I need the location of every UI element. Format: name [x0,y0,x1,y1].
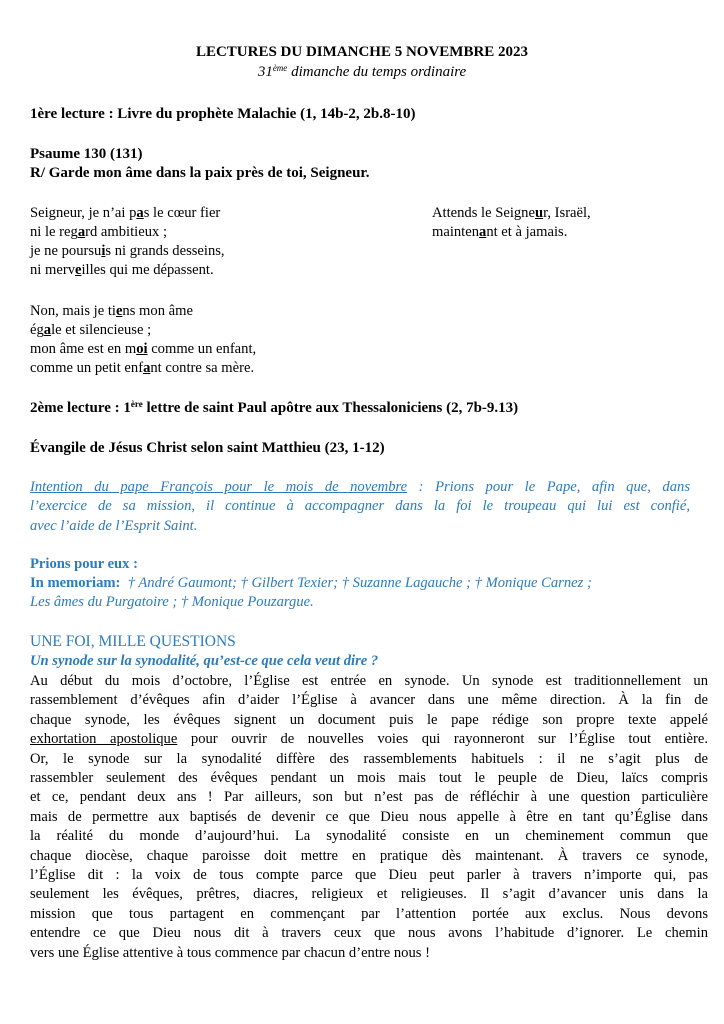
psalm-line: maintenant et à jamais. [432,224,568,240]
psalm-line: comme un petit enfant contre sa mère. [30,360,255,376]
psalm-line: ni le regard ambitieux ; [30,224,167,240]
article-line: mission que tous partagent en commençant par l’attention portée aux exclus. Nous devons [30,905,708,922]
psalm-line: Non, mais je tiens mon âme [30,303,193,319]
prayers-title: Prions pour eux : [30,556,138,572]
page-subtitle [0,64,724,81]
memoriam-names-2: Les âmes du Purgatoire ; † Monique Pouzargue. [30,594,314,610]
psalm-line: je ne poursuis ni grands desseins, [30,243,225,259]
psalm-line: mon âme est en moi comme un enfant, [30,341,257,357]
article-line: la réalité du monde d’aujourd’hui. La synodalité consiste en un cheminement commun que [30,828,708,845]
psalm-line: Attends le Seigneur, Israël, [432,205,591,221]
memoriam-names: † André Gaumont; † Gilbert Texier; † Suzanne Lagauche ; † Monique Carnez ; [120,575,592,591]
article-heading: UNE FOI, MILLE QUESTIONS [30,633,236,650]
in-memoriam [30,575,592,592]
article-line: mais de permettre aux baptisés de devenir ce que Dieu nous appelle à être en tant qu’Église dans [30,808,708,825]
psalm-refrain: R/ Garde mon âme dans la paix près de toi, Seigneur. [30,165,370,181]
first-reading: 1ère lecture : Livre du prophète Malachie (1, 14b-2, 2b.8-10) [30,106,416,122]
exhortation-link[interactable]: exhortation apostolique [30,731,178,748]
article-line: chaque diocèse, chaque paroisse doit mettre en pratique dès maintenant. À travers ce synode, [30,847,708,864]
psalm-stanza-1 [30,204,225,280]
article-line: vers une Église attentive à tous commence par chacun d’entre nous ! [30,944,430,961]
subtitle-text: dimanche du temps ordinaire [287,64,467,80]
intention-line: l’exercice de sa mission, il continue à accompagner dans la foi le troupeau qui lui est confié, [30,498,690,515]
psalm-stanza-3 [432,204,591,242]
subtitle-sup: ème [272,63,288,73]
article-line: rassembler seulement des évêques pendant un mois mais tout le peuple de Dieu, laïcs compris [30,770,708,787]
page-title: LECTURES DU DIMANCHE 5 NOVEMBRE 2023 [195,44,529,60]
article-line: chaque synode, les évêques signent un document puis le pape rédige son propre texte appelé [30,711,708,728]
intention-line: avec l’aide de l’Esprit Saint. [30,517,198,534]
article-body [30,672,708,963]
pope-intention [30,478,690,536]
psalm-line: égale et silencieuse ; [30,322,152,338]
memoriam-label: In memoriam: [30,575,121,591]
article-subheading: Un synode sur la synodalité, qu’est-ce que cela veut dire ? [30,653,379,669]
article-line: Au début du mois d’octobre, l’Église est entrée en synode. Un synode est traditionnellement un [30,673,708,689]
article-line: l’Église dit : la voix de tous compte parce que Dieu peut parler à travers n’importe qui, pas [30,867,708,884]
intention-link[interactable]: Intention du pape François pour le mois de novembre [30,479,408,495]
gospel-reading: Évangile de Jésus Christ selon saint Matthieu (23, 1-12) [30,440,385,456]
psalm-line: ni merveilles qui me dépassent. [30,262,214,278]
article-line: rassemblement d’évêques afin d’aider l’Église à avancer dans une même direction. À la fin de [30,692,708,709]
second-reading: 2ème lecture : 1ère lettre de saint Paul apôtre aux Thessaloniciens (2, 7b-9.13) [30,399,519,416]
psalm-title: Psaume 130 (131) [30,146,143,162]
psalm-line: Seigneur, je n’ai pas le cœur fier [30,205,221,221]
intention-line: Intention du pape François pour le mois de novembre : Prions pour le Pape, afin que, dans [30,479,690,495]
article-line: entendre ce que Dieu nous dit à travers ceux que nous avons l’habitude d’ignorer. Le chemin [30,925,708,942]
psalm-stanza-2 [30,302,256,378]
article-line: seulement les évêques, prêtres, diacres, religieux et religieuses. Il s’agit d’avancer unis dans la [30,886,708,903]
subtitle-number: 31 [257,64,273,80]
article-line: et ce, pendant deux ans ! Par ailleurs, son but n’est pas de réfléchir à une question particulière [30,789,708,806]
article-line: Or, le synode sur la synodalité diffère des rassemblements habituels : il ne s’agit plus de [30,750,708,767]
article-line: exhortation apostolique pour ouvrir de nouvelles voies qui rayonneront sur l’Église tout entière. [30,731,708,748]
